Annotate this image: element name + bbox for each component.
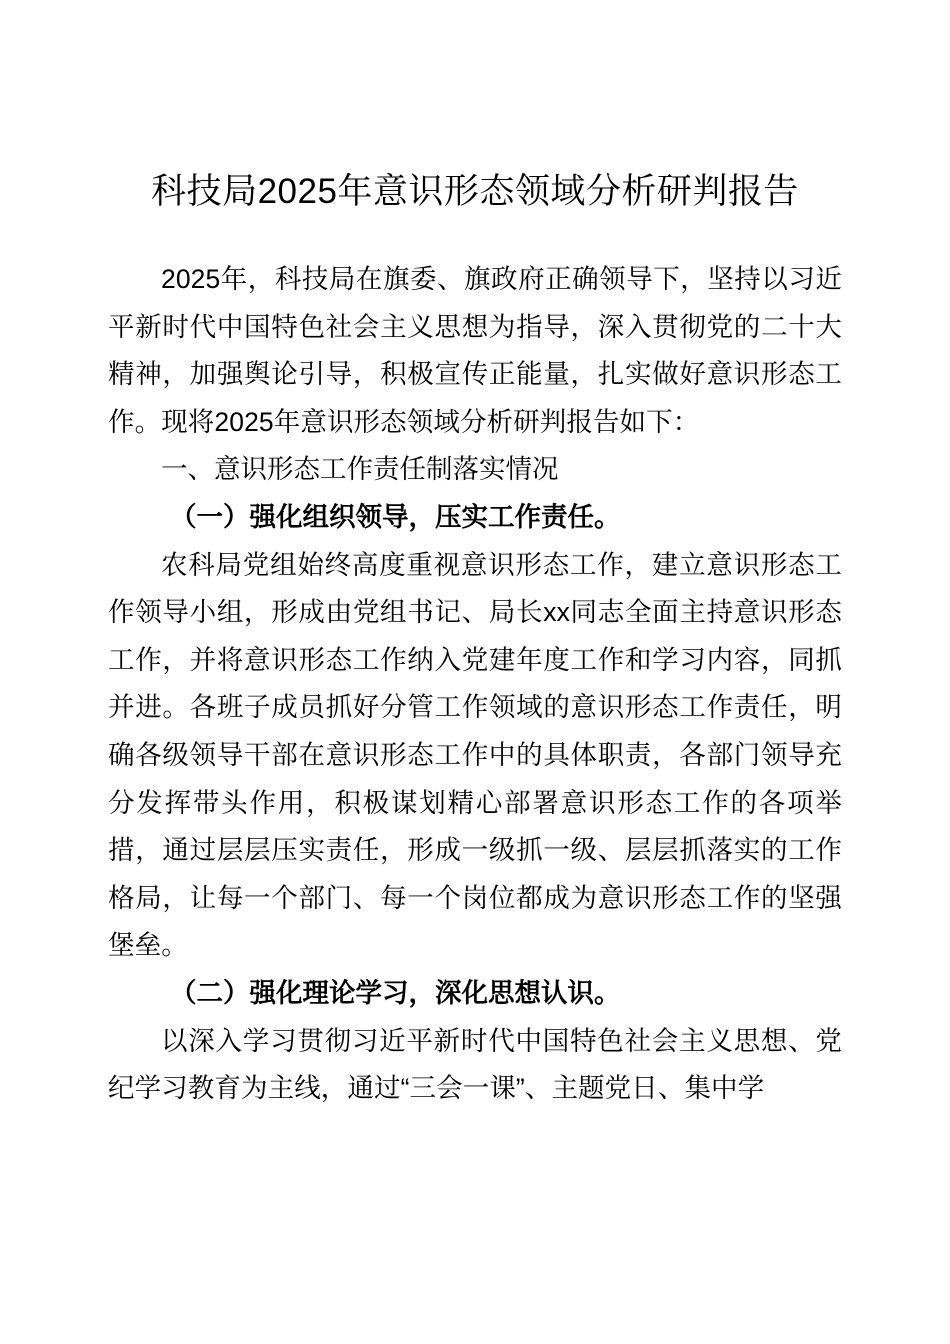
- subsection-heading-1-2: （二）强化理论学习，深化思想认识。: [170, 977, 621, 1008]
- section-heading-1: 一、意识形态工作责任制落实情况: [161, 454, 559, 485]
- document-body: [108, 0, 842, 1113]
- page-title: 科技局2025年意识形态领域分析研判报告: [151, 172, 799, 211]
- body-paragraph-1-1: 农科局党组始终高度重视意识形态工作，建立意识形态工作领导小组，形成由党组书记、局长xx同志全面主持意识形态工作，并将意识形态工作纳入党建年度工作和学习内容，同抓并进。各班子成员抓好分管工作领域的意识形态工作责任，明确各级领导干部在意识形态工作中的具体职责，各部门领导充分发挥带头作用，积极谋划精心部署意识形态工作的各项举措，通过层层压实责任，形成一级抓一级、层层抓落实的工作格局，让每一个部门、每一个岗位都成为意识形态工作的坚强堡垒。: [108, 549, 842, 961]
- body-paragraph-1-2: 以深入学习贯彻习近平新时代中国特色社会主义思想、党纪学习教育为主线，通过“三会一课”、主题党日、集中学: [108, 1025, 842, 1104]
- document-content: [108, 256, 842, 1113]
- subsection-heading-1-1: （一）强化组织领导，压实工作责任。: [170, 501, 621, 532]
- intro-paragraph: 2025年，科技局在旗委、旗政府正确领导下，坚持以习近平新时代中国特色社会主义思想为指导，深入贯彻党的二十大精神，加强舆论引导，积极宣传正能量，扎实做好意识形态工作。现将2025年意识形态领域分析研判报告如下：: [108, 264, 842, 437]
